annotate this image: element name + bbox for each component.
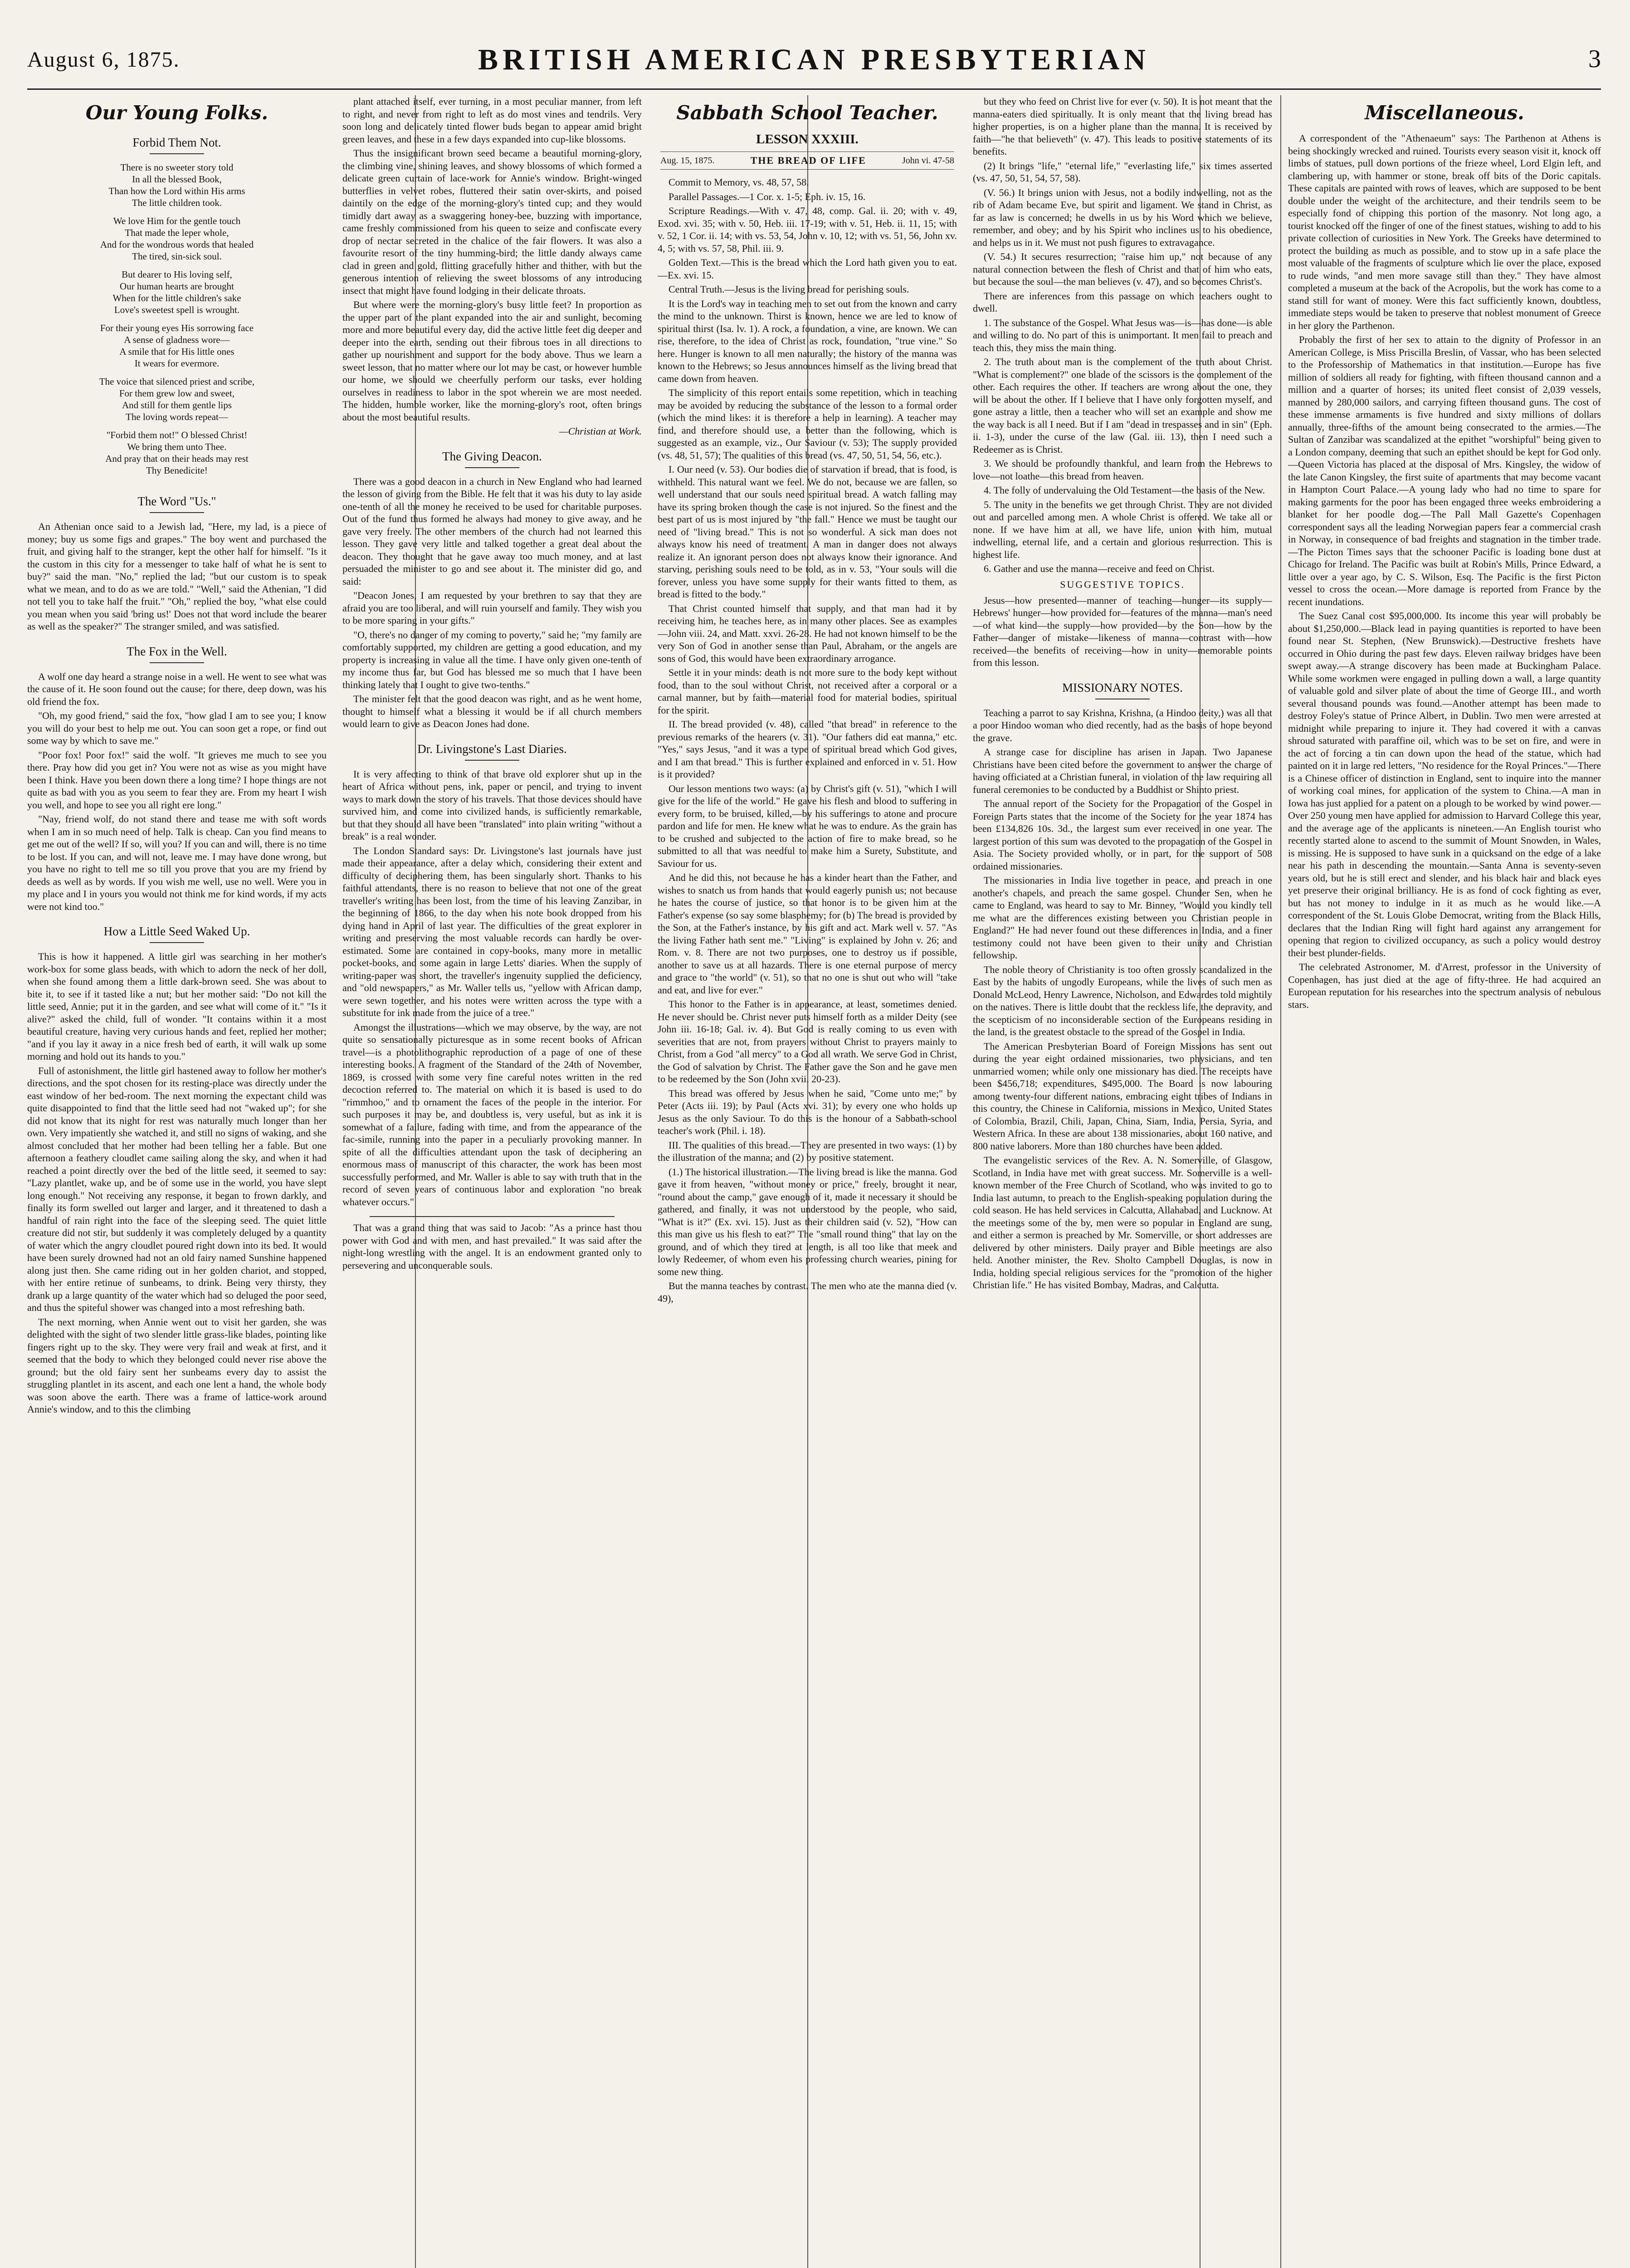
- poem-line: We bring them unto Thee.: [127, 441, 227, 452]
- article-title: Forbid Them Not.: [27, 136, 327, 157]
- column-4: [973, 95, 1272, 2268]
- paragraph: Central Truth.—Jesus is the living bread for perishing souls.: [669, 284, 909, 295]
- stanza-break: [27, 316, 327, 322]
- paragraph: 4. The folly of undervaluing the Old Testament—the basis of the New.: [984, 484, 1265, 496]
- article-title: The Giving Deacon.: [342, 450, 642, 471]
- column-divider: [1280, 95, 1281, 2268]
- paragraph: A strange case for discipline has arisen in Japan. Two Japanese Christians have been cited before the government to answer the charge of having officiated at a Christian funeral, in violation of the law requiring all funeral ceremonies to be conducted by a Buddhist or Shinto priest.: [973, 746, 1272, 795]
- paragraph: The simplicity of this report entails some repetition, which in teaching may be avoided by reducing the substance of the lesson to a formal order (which the mind likes: it is therefore a help in learning). A teacher may find, and therefore should use, a better than the following, which is suggested as an example, viz., Our Saviour (v. 53); The supply provided (vs. 48, 51, 57); The qualities of this bread (vs. 47, 50, 51, 54, 56, etc.).: [658, 387, 957, 461]
- paragraph: The noble theory of Christianity is too often grossly scandalized in the East by the habits of ungodly Europeans, while the lives of such men as Donald McLeod, Henry Lawrence, Nicholson, and Edwardes told mightily on the natives. There is little doubt that the reckless life, the depravity, and the scepticism of no inconsiderable section of the Europeans residing in the land, is the greatest obstacle to the spread of the Gospel in India.: [973, 963, 1272, 1037]
- paragraph: 6. Gather and use the manna—receive and feed on Christ.: [984, 563, 1215, 574]
- column-young-folks: [27, 95, 327, 2268]
- paragraph: The American Presbyterian Board of Foreign Missions has sent out during the year eight ordained missionaries, two physicians, and ten unmarried women; while only one missionary has died. The receipts have been $456,718; expenditures, $495,000. The Board is now labouring among twenty-four different nations, embracing eight tribes of Indians in this country, the Chinese in California, missions in Mexico, United States of Colombia, Brazil, Chili, Japan, China, Siam, India, Persia, Syria, and Western Africa. In these are about 138 missionaries, about 160 native, and 800 native laborers. More than 180 churches have been added.: [973, 1040, 1272, 1152]
- paragraph: Amongst the illustrations—which we may observe, by the way, are not quite so sensationally picturesque as in some recent books of African travel—is a photolithographic reproduction of a page of one of these interesting books. A fragment of the Standard of the 24th of November, 1869, is crossed with some very fine careful notes written in the red decoction referred to. The material on which it is based is used to do "rimmhoo," and to ornament the faces of the people in the interior. For such purposes it may be, and doubtless is, very useful, but as ink it is somewhat of a failure, fading with time, and from the appearance of the fac-simile, running into the paper in a peculiarly provoking manner. In spite of all the difficulties attendant upon the task of deciphering an enormous mass of manuscript of this character, the work has been most successfully performed, and Mr. Waller is able to say with truth that in the record of seven years of continuous labor and exploration "no break whatever occurs.": [342, 1021, 642, 1207]
- article-title: MISSIONARY NOTES.: [973, 681, 1272, 702]
- issue-date: August 6, 1875.: [27, 48, 180, 72]
- paragraph: But where were the morning-glory's busy little feet? In proportion as the upper part of the plant expanded into the air and sunlight, becoming more and more beautiful every day, did the active little feet dig deeper and deeper into the earth, sending out their fibrous toes in all directions to gather up nourishment and support for the body above. Thus we learn a sweet lesson, that no matter where our lot may be cast, or however humble our home, we should we cheerfully perform our tasks, ever holding ourselves in readiness to labor in the spot wherein we are most needed. The hidden, humble worker, like the morning-glory's root, often brings about the most beautiful results.: [342, 299, 642, 423]
- paragraph: Settle it in your minds: death is not more sure to the body kept without food, than to the soul without Christ, not received after a corporal or a carnal manner, but by faith—material food for material bodies, spiritual for the spirit.: [658, 667, 957, 716]
- poem-line: But dearer to His loving self,: [122, 269, 232, 280]
- paragraph: The minister felt that the good deacon was right, and as he went home, thought to himself what a blessing it would be if all church members would learn to give as Deacon Jones had done.: [342, 693, 642, 729]
- paragraph: Teaching a parrot to say Krishna, Krishna, (a Hindoo deity,) was all that a poor Hindoo woman who died recently, had as the basis of hope beyond the grave.: [973, 707, 1272, 743]
- paragraph: The London Standard says: Dr. Livingstone's last journals have just made their appearance, after a delay which, considering their extent and difficulty of deciphering them, has been singularly short. Thanks to his faithful attendants, there is no reason to believe that not one of the great traveller's writing has been lost, from the time of his leaving Zanzibar, in the beginning of 1866, to the day when his note book dropped from his dying hand in April of last year. The difficulties of the great explorer in writing and preserving the most valuable records can hardly be over-estimated. Some are contained in copy-books, many more in metallic pocket-books, and some again in large Letts' diaries. When the supply of writing-paper was short, the traveller's ingenuity supplied the deficiency, and "old newspapers," as Mr. Waller tells us, "yellow with African damp, were sewn together, and his notes were written across the type with a substitute for ink made from the juice of a tree.": [342, 845, 642, 1018]
- paragraph: There was a good deacon in a church in New England who had learned the lesson of giving from the Bible. He felt that it was his duty to lay aside one-tenth of all the money he received to be used for charitable purposes. Out of the fund thus formed he always had money to give away, and he gave very freely. The other members of the church had not learned this lesson. They gave very little and talked together a great deal about the deacon. They thought that he gave away too much money, and at last persuaded the minister to go and see about it. The minister did go, and said:: [342, 475, 642, 587]
- paragraph: That Christ counted himself that supply, and that man had it by receiving him, he teaches here, as in many other places. See as examples—John viii. 24, and Matt. xxvi. 26-28. He had not known himself to be the very Son of God in another sense than Paul, Abraham, or the angels are sons of God, this would have been extraordinary arrogance.: [658, 602, 957, 664]
- masthead: [27, 36, 1601, 86]
- article-title: The Fox in the Well.: [27, 645, 327, 666]
- section-title: Our Young Folks.: [85, 102, 268, 124]
- paragraph: There are inferences from this passage on which teachers ought to dwell.: [973, 290, 1272, 314]
- paragraph: 2. The truth about man is the complement of the truth about Christ. "What is complement?" one blade of the scissors is the complement of the other. Each requires the other. If teachers are wrong about the one, they will be about the other. If I believe that I have only forgotten myself, and gone astray a little, then a teacher who will set an example and show me the way back is all I need. But if I am "dead in trespasses and in sin" (Eph. ii. 1-3), under the curse of the law (Gal. iii. 13), then I need such a Redeemer as is Christ.: [973, 356, 1272, 455]
- column-miscellaneous: [1288, 95, 1601, 2268]
- paragraph: but they who feed on Christ live for ever (v. 50). It is not meant that the manna-eaters died spiritually. It is only meant that the living bread has higher properties, is on a higher plane than the manna. It is received by faith—"he that believeth" (v. 47). This leads to positive statements of its benefits.: [973, 96, 1272, 157]
- paragraph: Scripture Readings.—With v. 47, 48, comp. Gal. ii. 20; with v. 49, Exod. xvi. 35; with v. 50, Heb. iii. 17-19; with v. 51, Heb. ii. 11, 15; with v. 52, 1 Cor. ii. 14; with vs. 53, 54, John v. 10, 12; with vs. 51, 56, John xv. 4, 5; with vs. 57, 58, Phil. iii. 9.: [658, 205, 957, 254]
- paragraph: The evangelistic services of the Rev. A. N. Somerville, of Glasgow, Scotland, in India have met with great success. Mr. Somerville is a well-known member of the Free Church of Scotland, who was invited to go to India last autumn, to preach to the English-speaking population during the cold season. He has held services in Calcutta, Allahabad, and Lucknow. At the meetings some of the by, men were so popular in England are sung, and either a sermon is preached by Mr. Somerville, or short addresses are delivered by other ministers. Daily prayer and Bible meetings are also held. Another minister, the Rev. Sholto Campbell Douglas, is now in India, holding special religious services for the "promotion of the higher Christian life." He has visited Bombay, Madras, and Calcutta.: [973, 1154, 1272, 1290]
- poem-line: And pray that on their heads may rest: [105, 453, 249, 464]
- poem-line: Than how the Lord within His arms: [108, 186, 245, 196]
- lesson-number: LESSON XXXIII.: [756, 132, 859, 147]
- article-source: —Christian at Work.: [559, 425, 642, 437]
- paragraph: (1.) The historical illustration.—The living bread is like the manna. God gave it from heaven, "without money or price," freely, brought it near, "round about the camp," gave enough of it, made it necessary it should be gathered, and finally, it was not understood by the people, who said, "What is it?" (Ex. xvi. 15). Just as their children said (v. 52), "How can this man give us his flesh to eat?" The "small round thing" that lay on the ground, and of which they tired at length, is all too like that meek and lowly Redeemer, of whom even his professing church wearies, pining for some new thing.: [658, 1166, 957, 1277]
- stanza-break: [27, 476, 327, 483]
- paragraph: Our lesson mentions two ways: (a) by Christ's gift (v. 51), "which I will give for the life of the world." He gave his flesh and blood to suffering in every form, to be bruised, killed,—by his sufferings to atone and procure pardon and life for men. He knew what he was to endure. As the grain has to be crushed and subjected to the action of fire to make bread, so he submitted to all that was needful to make him a Surety, Substitute, and Saviour for us.: [658, 782, 957, 869]
- masthead-rule: [27, 88, 1601, 90]
- paragraph: The celebrated Astronomer, M. d'Arrest, professor in the University of Copenhagen, has just died at the age of fifty-three. He had acquired an European reputation for his researches into the spectrum analysis of nebulous stars.: [1288, 961, 1601, 1010]
- poem-line: For their young eyes His sorrowing face: [100, 323, 254, 333]
- paragraph: Jesus—how presented—manner of teaching—hunger—its supply—Hebrews' hunger—how provided for—features of the manna—man's need—of what kind—the supply—how provided—by the Son—how by the Father—danger of mistake—likeness of manna—contrast with—how received—the benefits of receiving—how in unity—memorable points from this lesson.: [973, 594, 1272, 668]
- page-number: 3: [1588, 45, 1601, 73]
- poem-line: Love's sweetest spell is wrought.: [114, 304, 240, 315]
- paragraph: Golden Text.—This is the bread which the Lord hath given you to eat.—Ex. xvi. 15.: [658, 257, 957, 281]
- poem-line: There is no sweeter story told: [120, 162, 234, 173]
- paragraph: (V. 54.) It secures resurrection; "raise him up," not because of any natural connection between the flesh of Christ and that of him who eats, but because the soul—the man believes (v. 47), and so becomes Christ's.: [973, 251, 1272, 287]
- paragraph: That was a grand thing that was said to Jacob: "As a prince hast thou power with God and with men, and hast prevailed." It was said after the night-long wrestling with the angel. It is an endowment granted only to persevering and unconquerable souls.: [342, 1222, 642, 1271]
- paragraph: The next morning, when Annie went out to visit her garden, she was delighted with the sight of two slender little grass-like blades, pointing like fingers right up to the sky. They were very frail and weak at first, and it seemed that the body to which they belonged could never rise above the ground; but the old fairy sent her sunbeams every day to assist the struggling plantlet in its ascent, and each one lent a hand, the whole body was soon above the earth. There was a frame of lattice-work around Annie's window, and to this the climbing: [27, 1316, 327, 1415]
- lesson-date: Aug. 15, 1875.: [660, 155, 715, 166]
- paragraph: I. Our need (v. 53). Our bodies die of starvation if bread, that is food, is withheld. This natural want we feel. We do not, because we are fallen, so well understand that our souls need spiritual bread. A watch falling may have its spring broken though the case is not injured. So the finest and the best part of us is most injured by "the fall." Hence we must be taught our need of "living bread." This is not so wonderful. A sick man does not always know his need of treatment. A man in danger does not always realize it. An ignorant person does not always know their ignorance. And starving, perishing souls need to be told, as in v. 53, "Your souls will die forever, unless you have some supply for their wants fitted to them, as bread is fitted to the body.": [658, 464, 957, 600]
- paragraph: The missionaries in India live together in peace, and preach in one another's chapels, and preach the same gospel. Chunder Sen, when he came to England, was heard to say to Mr. Binney, "Would you kindly tell me what are the differences existing between you Christian people in England?" He had never found out these differences in India, and a finer testimony could not have been given to their unity and Christian fellowship.: [973, 875, 1272, 961]
- stanza-break: [27, 209, 327, 215]
- paragraph: Probably the first of her sex to attain to the dignity of Professor in an American College, is Miss Priscilla Breslin, of Vassar, who has been selected to the Professorship of Mathematics in that institution.—Europe has five million of soldiers all ready for fighting, with fifteen thousand cannon and a million and a quarter of horses; its united fleet consist of 2,039 vessels, manned by 280,000 sailors, and carrying fifteen thousand guns. The cost of these immense armaments is five hundred and sixty millions of dollars annually, three-fifths of the amount being consecrated to the armies.—The Sultan of Zanzibar was scandalized at the epithet "worshipful" being given to a London company, deeming that such an epithet should be kept for God only.—Queen Victoria has placed at the disposal of Mrs. Kingsley, the widow of the late Canon Kingsley, the first suite of apartments that may become vacant in Hampton Court Palace.—A young lady who had no time to spare for making garments for the poor has been engaged three weeks embroidering a blanket for her poodle dog.—The Pall Mall Gazette's Copenhagen correspondent says all the leading Norwegian papers fear a commercial crash in Norway, in consequence of bad freights and stagnation in the timber trade.—The Picton Times says that the schooner Pacific is loading bone dust at Chicago for Ireland. The Pacific was built at Robin's Mills, Prince Edward, a little over a year ago, by C. S. Wilson, Esq. The Pacific is the first Picton vessel to cross the ocean.—More damage is reported from France by the recent inundations.: [1288, 334, 1601, 607]
- poem-line: Thy Benedicite!: [146, 465, 208, 476]
- poem-line: The little children took.: [132, 197, 222, 208]
- poem-line: Our human hearts are brought: [120, 281, 234, 292]
- paragraph: The Suez Canal cost $95,000,000. Its income this year will probably be about $1,250,000.—Black lead in paying quantities is reported to have been found near St. Stephen, (New Brunswick).—Destructive freshets have occurred in Ohio during the past few days. Eleven railway bridges have been swept away.—A strange discovery has been made at Buckingham Palace. While some workmen were engaged in pulling down a wall, a large quantity of valuable gold and silver plate of about the time of George III., and worth several thousand pounds was found.—Another attempt has been made to destroy Foley's statue of Prince Albert, in Dublin. Two men were arrested at midnight while preparing to injure it. They had covered it with a canvas shroud saturated with paraffine oil, which was to be set on fire, and were in the act of forcing a tin can down upon the head of the statue, which had painted on it in large red letters, "No residence for the Royal Princes."—There is a Chinese officer of distinction in England, sent to inquire into the manner of working coal mines, for application of the system to China.—A man in Iowa has just applied for a patent on a plough to be worked by wind power.—Over 250 young men have applied for admission to Harvard College this year, and the average age of the applicants is nineteen.—An English tourist who recently started alone to ascend to the summit of Mount Snowden, in Wales, is missing. He is supposed to have sunk in a quicksand on the edge of a lake near his path in descending the mountain.—Santa Anna is seventy-seven years old, but he is still erect and slender, and his black hair and black eyes yet preserve their original brilliancy. He is as fond of cock fighting as ever, but has not money to indulge in it as much as he would like.—A correspondent of the St. Louis Globe Democrat, writing from the Black Hills, declares that the Indian Ring will fight hard against any arrangement for opening that region to civilized occupancy, as such a policy would destroy their best plunder-fields.: [1288, 610, 1601, 958]
- paragraph: 5. The unity in the benefits we get through Christ. They are not divided out and parcelled among men. A whole Christ is offered. We take all or none. If we have him at all, we have life, union with him, mutual indwelling, eternal life, and a certain and glorious resurrection. This is highest life.: [973, 499, 1272, 560]
- stanza-break: [27, 423, 327, 429]
- paragraph: "Deacon Jones, I am requested by your brethren to say that they are afraid you are too liberal, and will ruin yourself and family. They wish you to be more sparing in your gifts.": [342, 590, 642, 626]
- paragraph: 3. We should be profoundly thankful, and learn from the Hebrews to love—not loathe—this bread from heaven.: [973, 458, 1272, 482]
- paragraph: "Oh, my good friend," said the fox, "how glad I am to see you; I know you will do your best to help me out. You can soon get a rope, or find out some way by which to save me.": [27, 710, 327, 746]
- lesson-topic: THE BREAD OF LIFE: [750, 155, 866, 166]
- paragraph: But the manna teaches by contrast. The men who ate the manna died (v. 49),: [658, 1280, 957, 1304]
- paragraph: (V. 56.) It brings union with Jesus, not a bodily indwelling, not as the rib of Adam became Eve, but spirit and ligament. We stand in Christ, as far as law is concerned; he dwells in us by his Word which we believe, remember, and obey; and by his Spirit who inclines us to his obedience, and helps us in it. We must not push figures to extravagance.: [973, 186, 1272, 248]
- newspaper-title: BRITISH AMERICAN PRESBYTERIAN: [478, 43, 1150, 76]
- paragraph: A wolf one day heard a strange noise in a well. He went to see what was the cause of it. He soon found out the cause; for there, deep down, was his old friend the fox.: [27, 670, 327, 707]
- paragraph: This honor to the Father is in appearance, at least, sometimes denied. He never should be. Christ never puts himself forth as a milder Deity (see John iii. 16-18; Gal. iv. 4). But God is really coming to us even with severities that are not, from prayers without Christ to prayers mainly to Christ, from a God "all mercy" to a God all wrath. We serve God in Christ, the God of salvation by Christ. The Father gave the Son and he gave men to be redeemed by the Son (John xvii. 20-23).: [658, 998, 957, 1085]
- article-title: The Word "Us.": [27, 494, 327, 516]
- divider: [370, 1216, 615, 1217]
- paragraph: The annual report of the Society for the Propagation of the Gospel in Foreign Parts states that the income of the Society for the year 1874 has been £134,826 10s. 3d., the largest sum ever received in one year. The largest portion of this sum was devoted to the propagation of the Gospel in Asia. The Society provided wholly, or in part, for the support of 508 ordained missionaries.: [973, 798, 1272, 872]
- poem-line: The loving words repeat—: [126, 411, 228, 422]
- paragraph: 1. The substance of the Gospel. What Jesus was—is—has done—is able and willing to do. No part of this is unimportant. It men fail to preach and teach this, they miss the main thing.: [973, 317, 1272, 353]
- poem-line: A smile that for His little ones: [119, 346, 234, 357]
- poem: [27, 161, 327, 483]
- paragraph: This is how it happened. A little girl was searching in her mother's work-box for some glass beads, with which to adorn the neck of her doll, when she found among them a little dark-brown seed. She was about to bite it, to see if it tasted like a nut; but her mother said: "Do not kill the little seed, Annie; put it in the garden, and see what will come of it." "Is it alive?" asked the child, full of wonder. "It contains within it a most beautiful creature, having very curious hands and feet, replied her mother; "and if you lay it away in a nice fresh bed of earth, it will walk up some morning and hold out its hands to you.": [27, 951, 327, 1062]
- poem-line: And still for them gentle lips: [122, 400, 232, 411]
- paragraph: It is very affecting to think of that brave old explorer shut up in the heart of Africa without pens, ink, paper or pencil, and trying to invent ways to mark down the story of his travels. That those devices should have survived him, and come into civilized hands, is sufficiently remarkable, but that they should all have been "translated" into plain writing "without a break" is a real wonder.: [342, 768, 642, 842]
- column-2: [342, 95, 642, 2268]
- poem-line: We love Him for the gentle touch: [113, 215, 241, 226]
- poem-line: A sense of gladness wore—: [124, 334, 230, 345]
- section-title: Miscellaneous.: [1365, 102, 1524, 124]
- paragraph: Parallel Passages.—1 Cor. x. 1-5; Eph. iv. 15, 16.: [669, 191, 866, 202]
- paragraph: And he did this, not because he has a kinder heart than the Father, and wishes to snatch us from hands that would eagerly punish us; not because he hates the course of justice, so that honor is to be given him at the Father's expense (so say some blasphemy; for (b) The bread is provided by the Son, at the Father's instance, by his gift and act. Mark well v. 57. "As the living Father hath sent me." "Living" is explained by John v. 26; and Rom. v. 8. There are not two purposes, one to destroy us if possible, another to save us at all hazards. There is one eternal purpose of mercy and grace to "the world" (v. 51), so that no one is shut out who will "take and eat, and live for ever.": [658, 872, 957, 996]
- poem-line: That made the leper whole,: [125, 227, 229, 238]
- paragraph: "O, there's no danger of my coming to poverty," said he; "my family are comfortably supported, my children are getting a good education, and my property is increasing in value all the time. I have only given one-tenth of my income thus far, but God has blessed me so much that I have been thinking lately that I ought to give two-tenths.": [342, 629, 642, 690]
- paragraph: It is the Lord's way in teaching men to set out from the known and carry the mind to the unknown. Thirst is known, hence we are led to know of spiritual thirst (Isa. lv. 1). A rock, a foundation, a vine, are known. We can rise, therefore, to the idea of Christ as rock, foundation, "true vine." So here. Hunger is known to all men naturally; the history of the manna was known to the Hebrews; so Jesus announces himself as the living bread that came down from heaven.: [658, 298, 957, 384]
- poem-line: The voice that silenced priest and scribe,: [99, 376, 255, 387]
- paragraph: Thus the insignificant brown seed became a beautiful morning-glory, the climbing vine, shining leaves, and showy blossoms of which formed a delicate green curtain of lace-work for Annie's window. Bright-winged butterflies in velvet robes, fluttered their satin over-skirts, and poised daintily on the edge of the morning-glory's tinted cup; and they would timidly dart away as a swaggering honey-bee, buzzing with importance, came freshly commissioned from his queen to seize and confiscate every drop of nectar secreted in the chalice of the fair flowers. It was also a favourite resort of the tiny humming-bird; the little dandy always came clad in green and gold, flitting gracefully hither and thither, with but the generous intention of relieving the sweet blossoms of any introducing insect that might have found lodging in their delicate throats.: [342, 147, 642, 296]
- stanza-break: [27, 369, 327, 376]
- section-title: Sabbath School Teacher.: [676, 102, 938, 124]
- poem-line: In all the blessed Book,: [132, 174, 222, 185]
- subheading: SUGGESTIVE TOPICS.: [1060, 578, 1185, 590]
- lesson-header: [660, 152, 954, 170]
- paragraph: II. The bread provided (v. 48), called "that bread" in reference to the previous remarks of the hearers (v. 31). "Our fathers did eat manna," etc. "Yes," says Jesus, "and it was a type of spiritual bread which God gives, and I am that bread." This is further explained and enforced in v. 51. How is it provided?: [658, 719, 957, 780]
- article-title: Dr. Livingstone's Last Diaries.: [342, 742, 642, 763]
- poem-line: The tired, sin-sick soul.: [132, 251, 222, 262]
- paragraph: A correspondent of the "Athenaeum" says: The Parthenon at Athens is being shockingly wrecked and ruined. Tourists every season visit it, knock off limbs of statues, pull down portions of the frieze wheel, Lord Elgin left, and clambering up, with hammer or stone, break off bits of the Doric capitals. These capitals are painted with rows of leaves, which are supposed to be bent double under the weight of the architecture, and their tendrils seem to be especially fond of chipping this portion of the masonry. Not long ago, a tourist knocked off the finger of one of the finest statues, wishing to add to his private collection of curiosities in New York. The Greeks have determined to protect the building as much as possible, and to stow up in a safe place the most valuable of the fragments of sculpture which lie over the place, exposed to rude winds, "and men more savage still than they." They have almost completed a museum at the back of the Acropolis, but the work has come to a stand still for want of money. Were this fact sufficiently known, doubtless, immediate steps would be taken to preserve that noblest monument of Greece in her glory the Parthenon.: [1288, 132, 1601, 331]
- paragraph: III. The qualities of this bread.—They are presented in two ways: (1) by the illustration of the manna; and (2) by positive statement.: [658, 1139, 957, 1163]
- column-sabbath-school: [658, 95, 957, 2268]
- paragraph: plant attached itself, ever turning, in a most peculiar manner, from left to right, and never from right to left as do most vines and tendrils. Very soon long and delicately tinted flower buds began to appear amid bright green leaves, and these in a few days expanded into cup-like blossoms.: [342, 96, 642, 145]
- poem-line: It wears for evermore.: [134, 358, 220, 369]
- article-title: How a Little Seed Waked Up.: [27, 924, 327, 946]
- poem-line: "Forbid them not!" O blessed Christ!: [106, 430, 248, 440]
- paragraph: An Athenian once said to a Jewish lad, "Here, my lad, is a piece of money; buy us some figs and grapes." The boy went and purchased the fruit, and giving half to the stranger, kept the other half for himself. "Is it the custom in this city for a messenger to take half of what he is sent to buy?" said the man. "No," replied the lad; "but our custom is to speak what we mean, and to do as we are told." "Well," said the Athenian, "I did not tell you to take half the fruit." "Oh," replied the boy, "what else could you mean when you said 'bring us!' Does not that word include the bearer as well as the speaker?" The stranger smiled, and was satisfied.: [27, 521, 327, 632]
- stanza-break: [27, 262, 327, 269]
- poem-line: For them grew low and sweet,: [119, 388, 235, 399]
- paragraph: (2) It brings "life," "eternal life," "everlasting life," six times asserted (vs. 47, 50, 51, 54, 57, 58).: [973, 160, 1272, 184]
- poem-line: When for the little children's sake: [112, 293, 241, 303]
- paragraph: This bread was offered by Jesus when he said, "Come unto me;" by Peter (Acts iii. 19); by Paul (Acts xvi. 31); by every one who holds up Jesus as the only Saviour. To do this is the honour of a Sabbath-school teacher's work (Phil. i. 18).: [658, 1087, 957, 1136]
- paragraph: "Nay, friend wolf, do not stand there and tease me with soft words when I am in so much need of help. Talk is cheap. Can you find means to get me out of the well? If so, will you? If you can and will, there is no time to be lost. If you can, and will not, leave me. I may have done wrong, but you have no right to tell me so till you prove that you are my friend by deeds as well as by words. If you wish me well, use no well. Were you in my place and I in yours you would not think me for kind words, if my acts were not kind too.": [27, 813, 327, 912]
- poem-line: And for the wondrous words that healed: [100, 239, 254, 250]
- paragraph: "Poor fox! Poor fox!" said the wolf. "It grieves me much to see you there. Pray how did you get in? You were not as wise as you might have been I think. Have you been down there a long time? I hope things are not quite as bad with you as you seem to fear they are. From my heart I wish you well, and hope to see you all right ere long.": [27, 749, 327, 811]
- paragraph: Commit to Memory, vs. 48, 57, 58.: [669, 176, 809, 188]
- lesson-scripture: John vi. 47-58: [902, 155, 954, 166]
- paragraph: Full of astonishment, the little girl hastened away to follow her mother's directions, and the spot chosen for its resting-place was directly under the east window of her bed-room. The next morning the expectant child was quite disappointed to find that the little seed had not "waked up"; for she did not know that its night for rest was naturally much longer than her own. Very impatiently she watched it, and still no signs of waking, and she almost concluded that her mother had been telling her a fable. But one afternoon a feathery cloudlet came sailing along the sky, and when it had reached a point directly over the bed of the little seed, it seemed to say: "Lazy plantlet, wake up, and be of some use in the world, you have slept long enough." Not receiving any response, it began to frown darkly, and finally its form swelled out larger and larger, and it threatened to dash a handful of rain right into the face of the sleeping seed. The quiet little creature did not stir, but suddenly it was completely deluged by a quantity of water which the angry cloudlet poured right down into its bed. It would have been surely drowned had not an old fairy named Sunshine happened along just then. She came riding out in her golden chariot, and stopped, with her entire retinue of sunbeams, to drink. Being very thirsty, they drank up a large quantity of the water which had so deluged the poor seed, and thus the spiteful shower was changed into a most refreshing bath.: [27, 1065, 327, 1313]
